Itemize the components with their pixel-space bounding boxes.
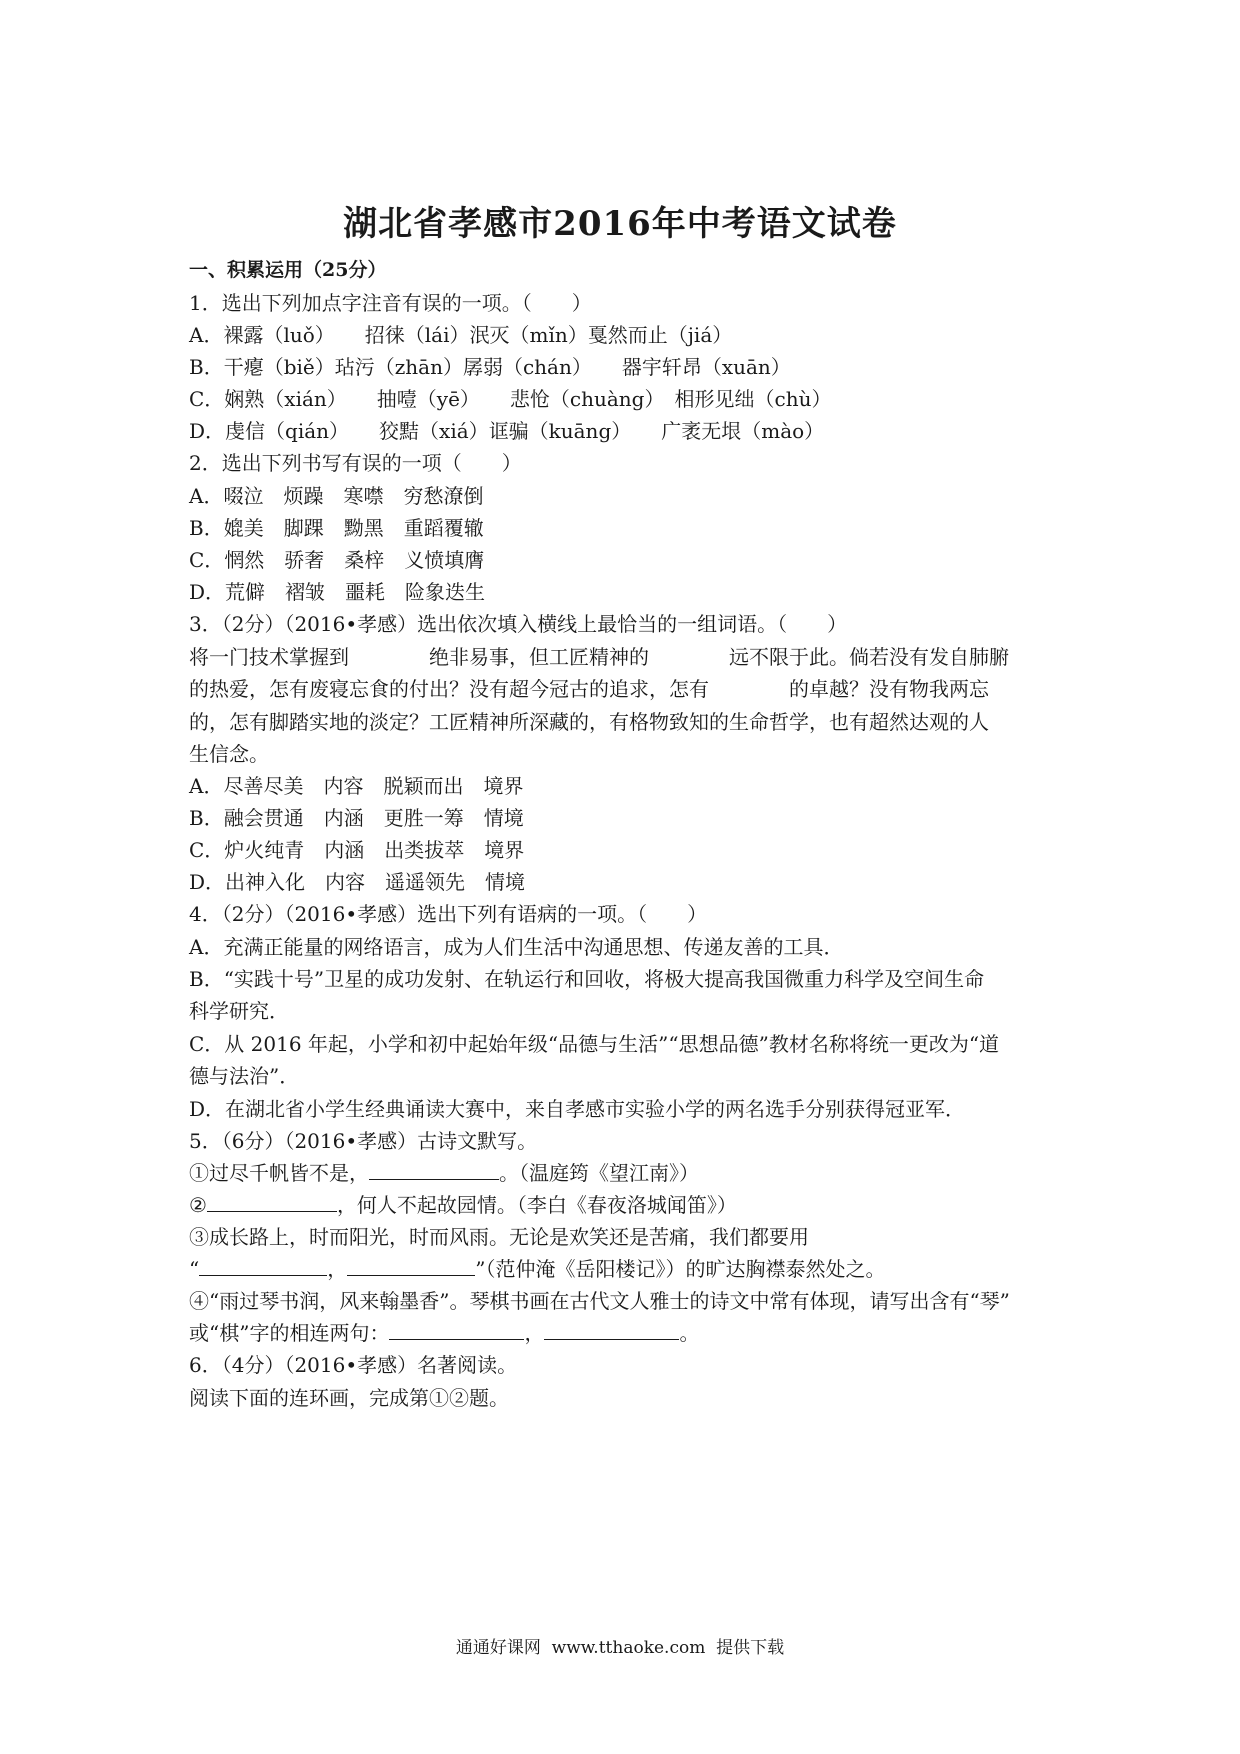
question-3-passage-line: 的热爱，怎有废寝忘食的付出？没有超今冠古的追求，怎有 的卓越？没有物我两忘 xyxy=(189,677,989,701)
question-2-option-b: B．媲美 脚踝 黝黑 重蹈覆辙 xyxy=(189,516,484,540)
question-1-option-c: C．娴熟（xián） 抽噎（yē） 悲怆（chuàng） 相形见绌（chù） xyxy=(189,387,832,411)
item-1-prompt: ①过尽千帆皆不是， xyxy=(189,1161,369,1185)
question-5-item-4: ④“雨过琴书润，风来翰墨香”。琴棋书画在古代文人雅士的诗文中常有体现，请写出含有“琴” xyxy=(189,1289,1010,1313)
question-3-option-d: D．出神入化 内容 遥遥领先 情境 xyxy=(189,870,526,894)
question-4-option-b: B．“实践十号”卫星的成功发射、在轨运行和回收，将极大提高我国微重力科学及空间生命 xyxy=(189,967,985,991)
page-title: 湖北省孝感市2016年中考语文试卷 xyxy=(343,204,897,244)
answer-blank[interactable] xyxy=(199,1255,327,1276)
question-4-option-b-continued: 科学研究． xyxy=(189,999,289,1023)
item-3-source: ”（范仲淹《岳阳楼记》）的旷达胸襟泰然处之。 xyxy=(475,1257,886,1281)
question-6-instruction: 阅读下面的连环画，完成第①②题。 xyxy=(189,1386,509,1410)
answer-blank[interactable] xyxy=(389,1319,524,1340)
footer-watermark: 通通好课网 www.tthaoke.com 提供下载 xyxy=(455,1638,785,1658)
question-2-option-c: C．惘然 骄奢 桑梓 义愤填膺 xyxy=(189,548,485,572)
item-4-prompt: 或“棋”字的相连两句： xyxy=(189,1321,390,1345)
question-4-option-c-continued: 德与法治”． xyxy=(189,1064,300,1088)
item-2-number: ② xyxy=(189,1193,207,1217)
question-4-stem: 4．（2分）（2016•孝感）选出下列有语病的一项。（ ） xyxy=(189,902,708,926)
question-1-option-d: D．虔信（qián） 狡黠（xiá）诓骗（kuāng） 广袤无垠（mào） xyxy=(189,419,825,443)
question-5-stem: 5．（6分）（2016•孝感）古诗文默写。 xyxy=(189,1129,538,1153)
question-4-option-a: A．充满正能量的网络语言，成为人们生活中沟通思想、传递友善的工具． xyxy=(189,935,844,959)
question-1-option-a: A．裸露（luǒ） 招徕（lái）泯灭（mǐn）戛然而止（jiá） xyxy=(189,323,733,347)
question-3-option-b: B．融会贯通 内涵 更胜一筹 情境 xyxy=(189,806,524,830)
answer-blank[interactable] xyxy=(544,1319,679,1340)
question-3-passage-line: 生信念。 xyxy=(189,742,269,766)
item-1-source: 。（温庭筠《望江南》） xyxy=(499,1161,699,1185)
comma: ， xyxy=(327,1257,348,1281)
question-4-option-c: C．从 2016 年起，小学和初中起始年级“品德与生活”“思想品德”教材名称将统一更改为“道 xyxy=(189,1032,1000,1056)
comma: ， xyxy=(524,1321,545,1345)
question-3-stem: 3．（2分）（2016•孝感）选出依次填入横线上最恰当的一组词语。（ ） xyxy=(189,612,848,636)
item-2-source: ，何人不起故园情。（李白《春夜洛城闻笛》） xyxy=(336,1193,737,1217)
period: 。 xyxy=(679,1321,700,1345)
question-3-passage-line: 将一门技术掌握到 绝非易事，但工匠精神的 远不限于此。倘若没有发自肺腑 xyxy=(189,645,1009,669)
question-2-stem: 2．选出下列书写有误的一项（ ） xyxy=(189,451,522,475)
question-5-item-1 xyxy=(189,1157,699,1186)
question-5-item-3-blanks xyxy=(189,1253,885,1282)
answer-blank[interactable] xyxy=(369,1159,499,1180)
question-5-item-4-blanks xyxy=(189,1317,699,1346)
open-quote: “ xyxy=(189,1257,200,1281)
question-4-option-d: D．在湖北省小学生经典诵读大赛中，来自孝感市实验小学的两名选手分别获得冠亚军． xyxy=(189,1097,966,1121)
question-1-option-b: B．干瘪（biě）玷污（zhān）孱弱（chán） 器宇轩昂（xuān） xyxy=(189,355,791,379)
answer-blank[interactable] xyxy=(207,1191,337,1212)
answer-blank[interactable] xyxy=(347,1255,475,1276)
question-5-item-2 xyxy=(189,1189,737,1218)
question-3-option-c: C．炉火纯青 内涵 出类拔萃 境界 xyxy=(189,838,525,862)
question-2-option-d: D．荒僻 褶皱 噩耗 险象迭生 xyxy=(189,580,486,604)
question-2-option-a: A．啜泣 烦躁 寒噤 穷愁潦倒 xyxy=(189,484,484,508)
question-1-stem: 1．选出下列加点字注音有误的一项。（ ） xyxy=(189,291,592,315)
question-3-option-a: A．尽善尽美 内容 脱颖而出 境界 xyxy=(189,774,524,798)
section-heading: 一、积累运用（25分） xyxy=(189,259,387,281)
question-6-stem: 6．（4分）（2016•孝感）名著阅读。 xyxy=(189,1353,518,1377)
question-3-passage-line: 的，怎有脚踏实地的淡定？工匠精神所深藏的，有格物致知的生命哲学，也有超然达观的人 xyxy=(189,710,989,734)
question-5-item-3: ③成长路上，时而阳光，时而风雨。无论是欢笑还是苦痛，我们都要用 xyxy=(189,1225,809,1249)
